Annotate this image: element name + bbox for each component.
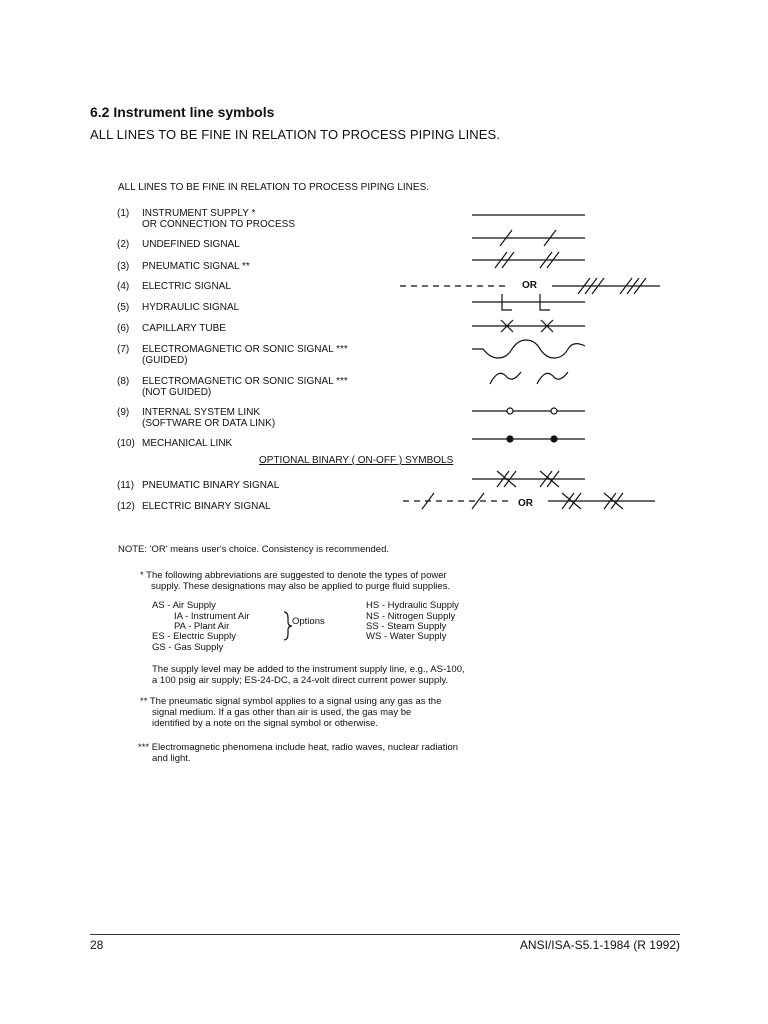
symbol-capillary-tube: [472, 320, 585, 332]
note-supply-line2: a 100 psig air supply; ES-24-DC, a 24-volt direct current power supply.: [152, 675, 449, 686]
item-1-number: (1): [117, 208, 130, 219]
note-star3-line2: and light.: [152, 753, 191, 764]
abbr-instrument-air: IA - Instrument Air: [174, 611, 250, 622]
abbr-hydraulic-supply: HS - Hydraulic Supply: [366, 600, 459, 611]
item-10-label: MECHANICAL LINK: [142, 438, 233, 449]
note-star2-line1: ** The pneumatic signal symbol applies to a signal using any gas as the: [140, 696, 442, 707]
item-11-number: (11): [117, 480, 135, 491]
item-10-number: (10): [117, 438, 135, 449]
item-2-number: (2): [117, 239, 130, 250]
item-5-label: HYDRAULIC SIGNAL: [142, 302, 240, 313]
abbr-water-supply: WS - Water Supply: [366, 631, 447, 642]
symbol-hydraulic-signal: [472, 294, 585, 310]
item-2-label: UNDEFINED SIGNAL: [142, 239, 240, 250]
symbol-em-guided: [472, 340, 585, 358]
abbr-nitrogen-supply: NS - Nitrogen Supply: [366, 611, 456, 622]
abbr-electric-supply: ES - Electric Supply: [152, 631, 236, 642]
or-label-electric-binary: OR: [518, 498, 533, 509]
symbol-undefined-signal: [472, 230, 585, 246]
symbol-mechanical-link: [472, 436, 585, 442]
abbr-air-supply: AS - Air Supply: [152, 600, 216, 611]
symbol-em-not-guided-2: [537, 372, 568, 384]
symbol-electric-signal: [400, 278, 660, 294]
figure-heading: ALL LINES TO BE FINE IN RELATION TO PROCESS PIPING LINES.: [118, 182, 430, 193]
abbr-steam-supply: SS - Steam Supply: [366, 621, 447, 632]
item-4-label: ELECTRIC SIGNAL: [142, 281, 231, 292]
options-brace-icon: [284, 612, 292, 640]
note-star2-line2: signal medium. If a gas other than air is used, the gas may be: [152, 707, 412, 718]
symbol-pneumatic-signal: [472, 252, 585, 268]
item-7-number: (7): [117, 344, 130, 355]
footer-rule: [90, 934, 680, 935]
abbr-gas-supply: GS - Gas Supply: [152, 642, 224, 653]
item-11-label: PNEUMATIC BINARY SIGNAL: [142, 480, 280, 491]
note-supply-line1: The supply level may be added to the instrument supply line, e.g., AS-100,: [152, 664, 465, 675]
standard-reference: ANSI/ISA-S5.1-1984 (R 1992): [519, 938, 680, 952]
options-label: Options: [292, 616, 325, 627]
item-7-label: ELECTROMAGNETIC OR SONIC SIGNAL *** (GUIDED): [142, 344, 348, 366]
item-1-label: INSTRUMENT SUPPLY * OR CONNECTION TO PROCESS: [142, 208, 295, 230]
section-title: 6.2 Instrument line symbols: [90, 104, 275, 120]
or-label-electric: OR: [522, 280, 537, 291]
item-12-number: (12): [117, 501, 135, 512]
symbol-electric-binary: [403, 493, 655, 509]
item-3-number: (3): [117, 261, 130, 272]
item-9-number: (9): [117, 407, 130, 418]
item-6-label: CAPILLARY TUBE: [142, 323, 226, 334]
note-star1-line1: * The following abbreviations are suggested to denote the types of power: [140, 570, 447, 581]
symbol-internal-link: [472, 408, 585, 414]
item-8-label: ELECTROMAGNETIC OR SONIC SIGNAL *** (NOT GUIDED): [142, 376, 348, 398]
symbol-pneumatic-binary: [472, 471, 585, 487]
note-main: NOTE: 'OR' means user's choice. Consistency is recommended.: [118, 544, 390, 555]
abbr-plant-air: PA - Plant Air: [174, 621, 230, 632]
note-star3-line1: *** Electromagnetic phenomena include heat, radio waves, nuclear radiation: [138, 742, 459, 753]
item-3-label: PNEUMATIC SIGNAL **: [142, 261, 250, 272]
note-star1-line2: supply. These designations may also be applied to purge fluid supplies.: [151, 581, 451, 592]
item-6-number: (6): [117, 323, 130, 334]
optional-binary-title: OPTIONAL BINARY ( ON-OFF ) SYMBOLS: [259, 455, 454, 466]
item-8-number: (8): [117, 376, 130, 387]
item-4-number: (4): [117, 281, 130, 292]
item-5-number: (5): [117, 302, 130, 313]
section-subtitle: ALL LINES TO BE FINE IN RELATION TO PROCESS PIPING LINES.: [90, 127, 501, 142]
item-9-label: INTERNAL SYSTEM LINK (SOFTWARE OR DATA LINK): [142, 407, 276, 429]
page-number: 28: [90, 938, 104, 952]
symbol-em-not-guided: [490, 372, 521, 384]
note-star2-line3: identified by a note on the signal symbol or otherwise.: [152, 718, 379, 729]
item-12-label: ELECTRIC BINARY SIGNAL: [142, 501, 271, 512]
